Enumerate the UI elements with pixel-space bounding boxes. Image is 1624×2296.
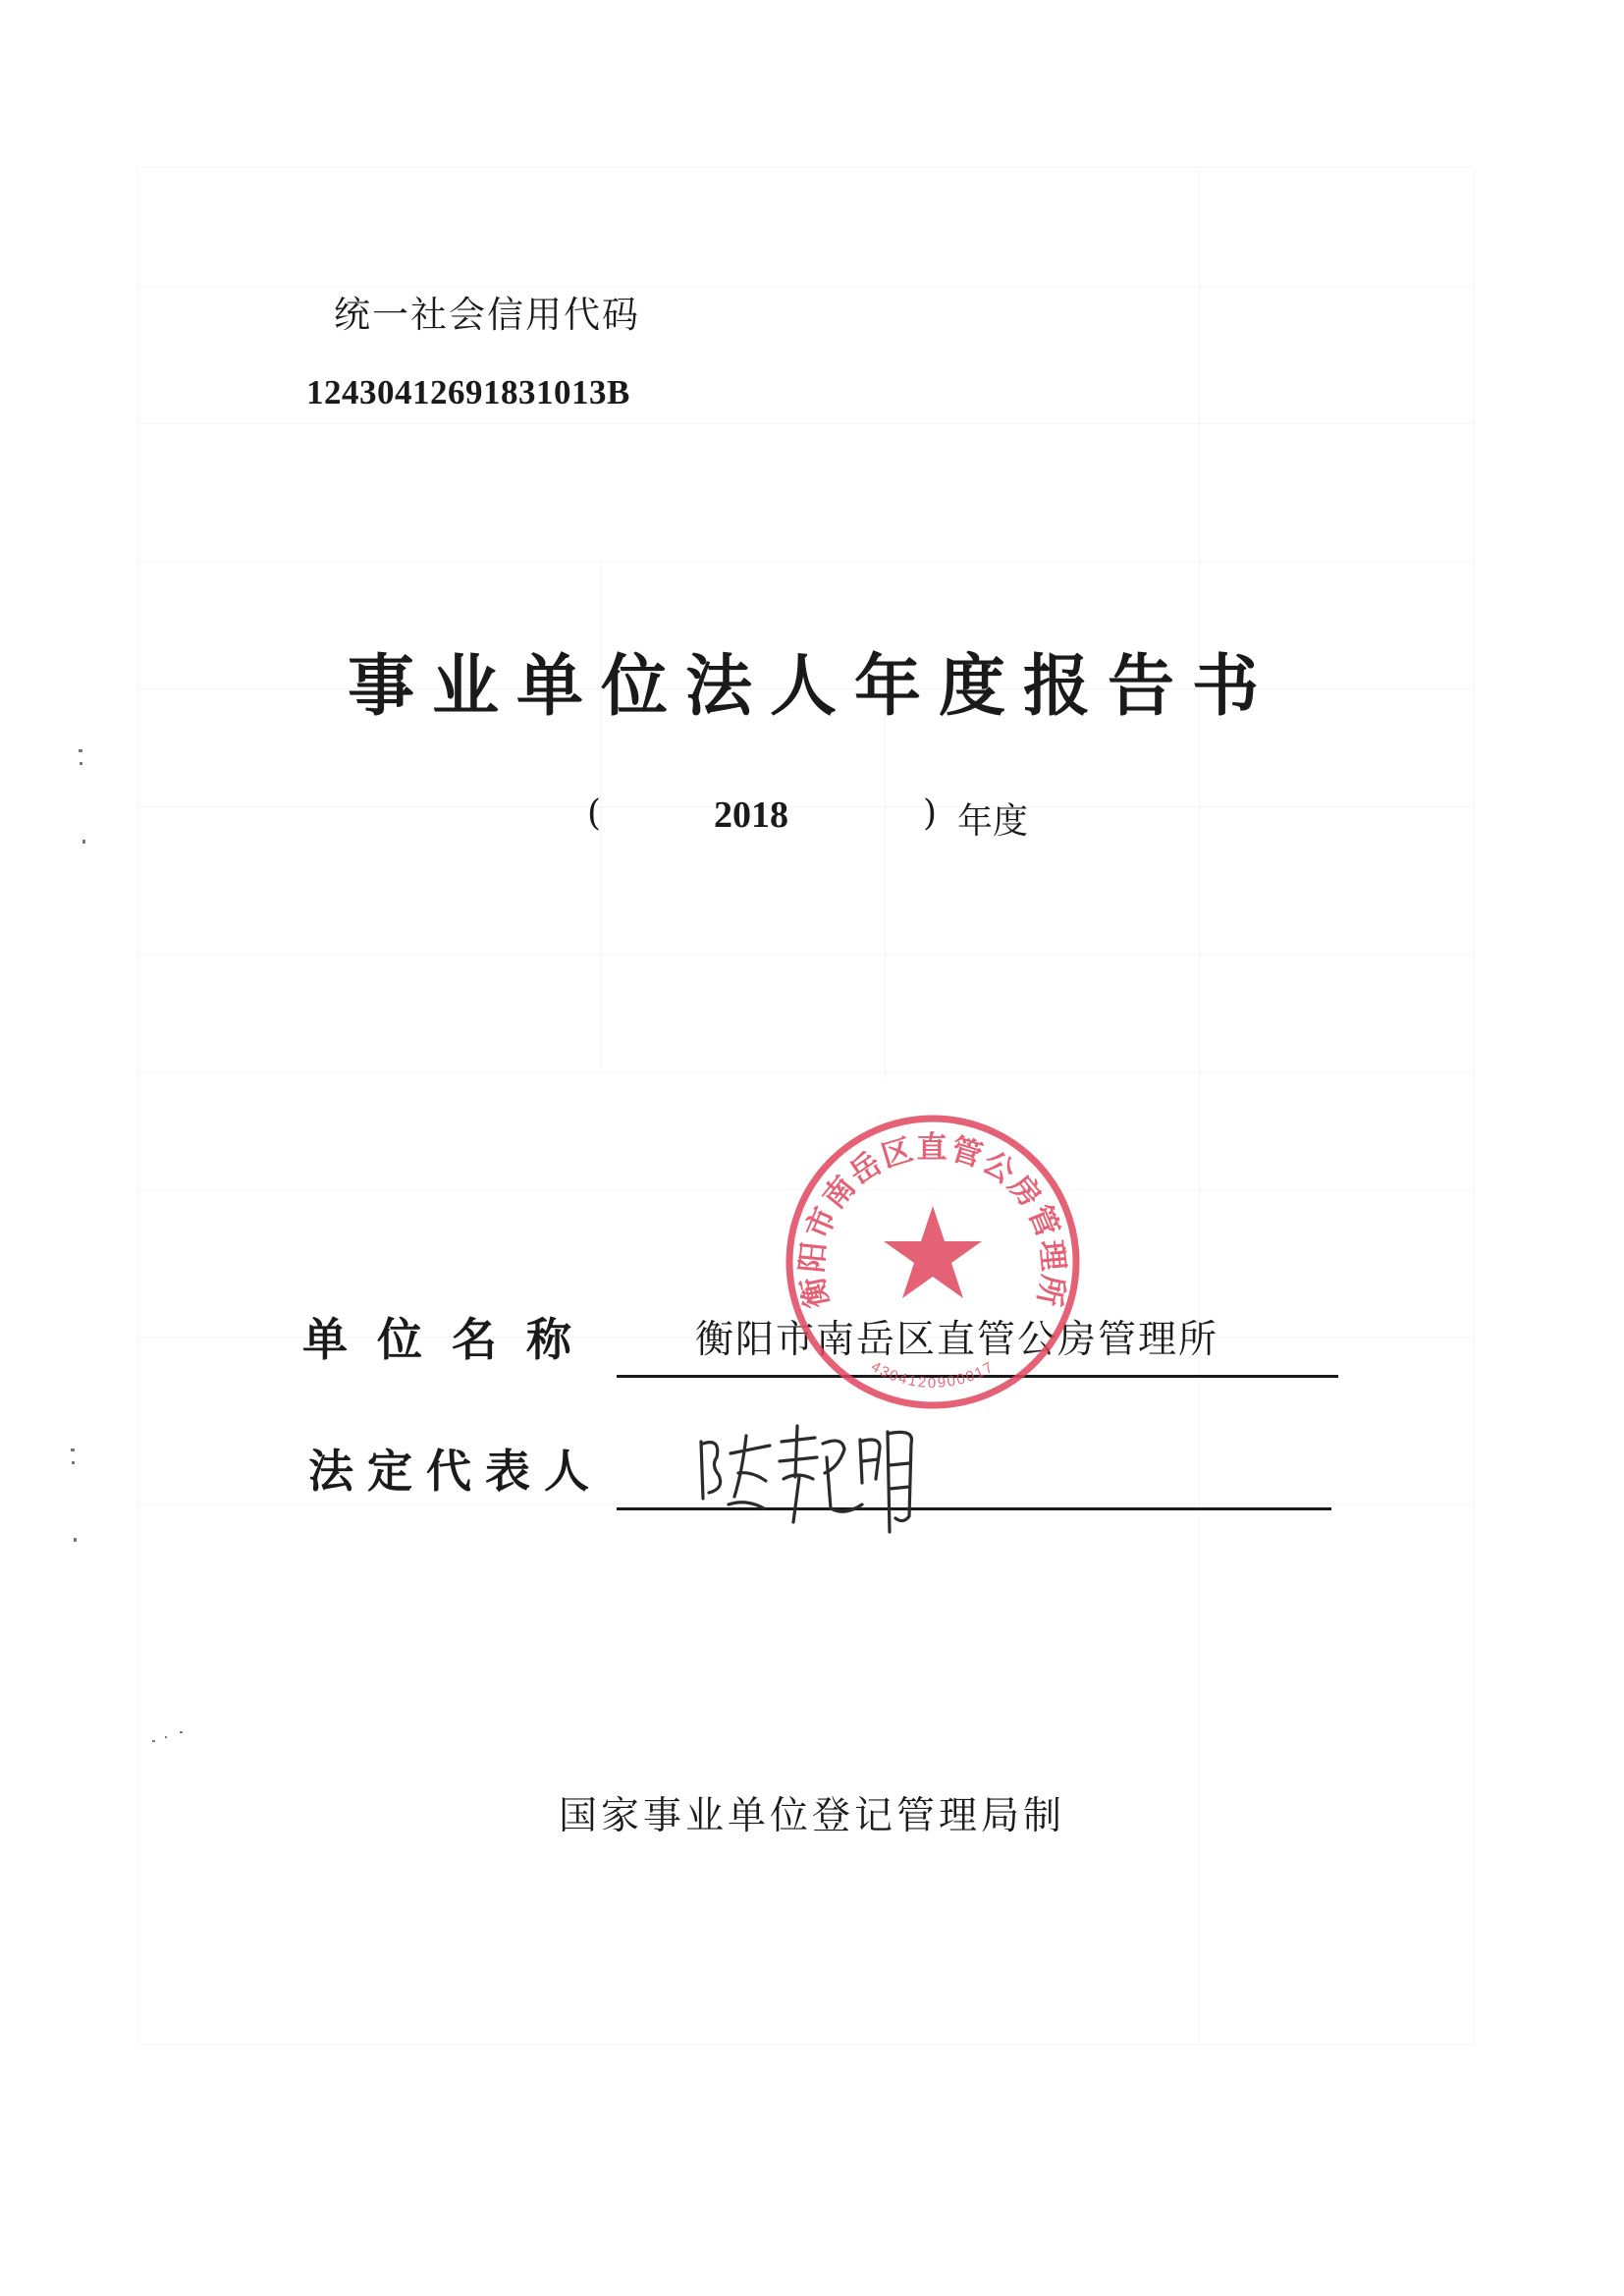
handwritten-signature bbox=[687, 1414, 923, 1542]
legal-rep-label: 法定代表人 bbox=[308, 1445, 603, 1498]
report-year: 2018 bbox=[714, 794, 788, 836]
issuer-footer: 国家事业单位登记管理局制 bbox=[558, 1794, 1065, 1838]
year-suffix: 年度 bbox=[957, 801, 1029, 842]
bleed-through-table bbox=[137, 167, 1475, 2045]
svg-text:衡阳市南岳区直管公房管理所: 衡阳市南岳区直管公房管理所 bbox=[794, 1130, 1071, 1311]
svg-text:4304120900017: 4304120900017 bbox=[868, 1358, 998, 1392]
document-title: 事业单位法人年度报告书 bbox=[347, 648, 1276, 726]
year-open-paren: ( bbox=[587, 793, 602, 834]
unit-name-label: 单位名称 bbox=[302, 1313, 601, 1366]
year-close-paren: ) bbox=[923, 793, 938, 834]
unit-name-value: 衡阳市南岳区直管公房管理所 bbox=[695, 1318, 1219, 1362]
credit-code-label: 统一社会信用代码 bbox=[334, 294, 640, 336]
official-seal-stamp bbox=[781, 1110, 1085, 1414]
credit-code-value: 12430412691831013B bbox=[306, 373, 630, 411]
